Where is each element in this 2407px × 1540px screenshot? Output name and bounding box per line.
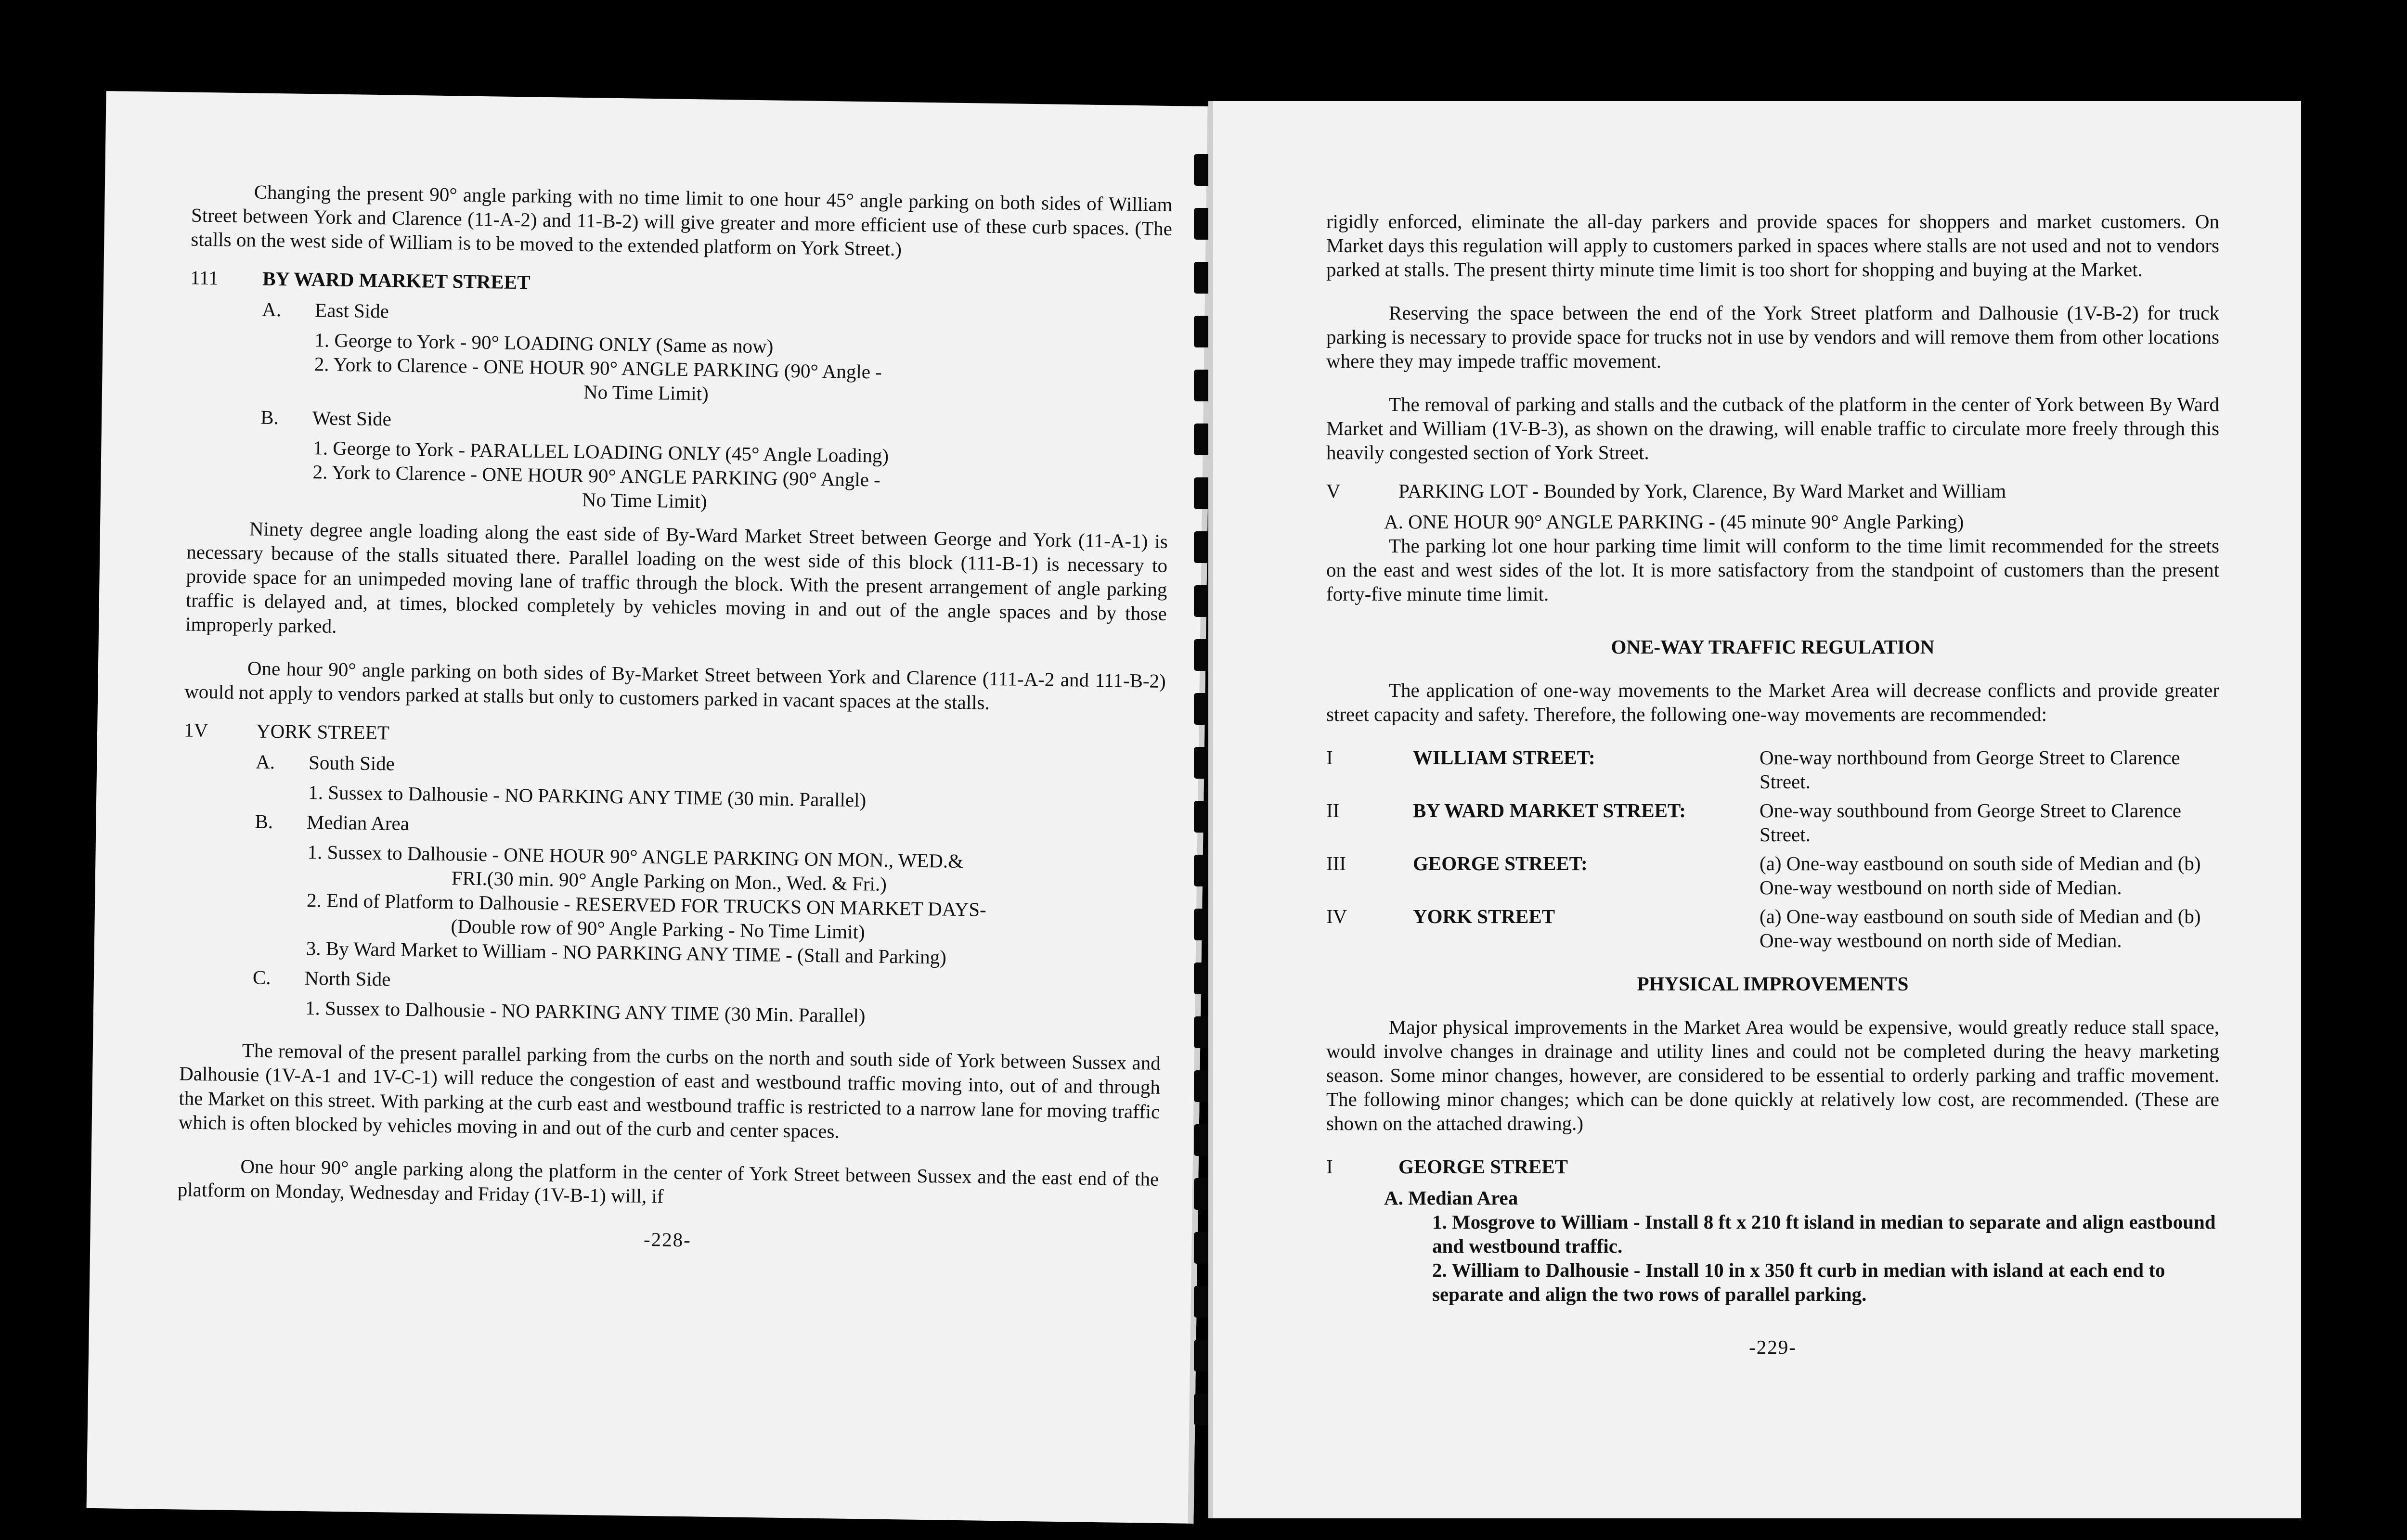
row-number: I: [1326, 746, 1333, 769]
paragraph-removal: The removal of the present parallel parking from the curbs on the north and south side of York between Sussex and Dalhousie (1V-A-1 and 1V-C-1) will reduce the congestion of east and westbound traffic moving into, out of and through the Market on this street. With parking at the curb east and westbound traffic is restricted to a narrow lane for moving traffic which is often blocked by vehicles moving in and out of the curb and center spaces.: [178, 1039, 1161, 1142]
row-number: III: [1326, 852, 1346, 875]
subsection-b: [255, 809, 1164, 846]
subsection-title: Median Area: [306, 811, 410, 835]
row-description: One-way northbound from George Street to Clarence Street.: [1760, 746, 2180, 793]
row-street: BY WARD MARKET STREET:: [1413, 799, 1686, 822]
subsection-letter: A.: [262, 298, 282, 321]
section-number: 111: [190, 266, 219, 289]
paragraph-one-way: The application of one-way movements to the Market Area will decrease conflicts and provide greater street capacity and safety. Therefore, the following one-way movements are recommended:: [1326, 679, 2219, 726]
section-title: YORK STREET: [256, 719, 390, 744]
subsection-title: West Side: [312, 407, 392, 430]
section-111-heading: [190, 266, 1171, 303]
section-title: PARKING LOT - Bounded by York, Clarence, By Ward Market and William: [1398, 480, 2006, 502]
list-item: 1. George to York - 90° LOADING ONLY (Same as now): [314, 329, 774, 358]
row-description: (a) One-way eastbound on south side of Median and (b) One-way westbound on north side of Median.: [1760, 852, 2201, 899]
row-street: YORK STREET: [1413, 905, 1555, 928]
paragraph-reserving: Reserving the space between the end of the York Street platform and Dalhousie (1V-B-2) for truck parking is necessary to provide space for trucks not in use by vendors and will remove them from other locations where they may impede traffic movement.: [1326, 302, 2219, 372]
list-item: 1. George to York - PARALLEL LOADING ONLY (45° Angle Loading): [313, 436, 889, 467]
paragraph-removal: The removal of parking and stalls and the cutback of the platform in the center of York between By Ward Market and William (1V-B-3), as shown on the drawing, will enable traffic to circulate more freely through this heavily congested section of York Street.: [1326, 393, 2219, 464]
subsection-title: South Side: [308, 751, 395, 775]
row-number: IV: [1326, 905, 1347, 928]
right-page: [1208, 101, 2301, 1518]
list-item: 1. Sussex to Dalhousie - NO PARKING ANY TIME (30 Min. Parallel): [305, 997, 866, 1027]
section-number: 1V: [183, 719, 208, 742]
list-item: 3. By Ward Market to William - NO PARKING ANY TIME - (Stall and Parking): [306, 937, 947, 969]
row-number: II: [1326, 799, 1340, 822]
list-item-continuation: No Time Limit): [583, 381, 709, 405]
list-item: 2. York to Clarence - ONE HOUR 90° ANGLE PARKING (90° Angle -: [314, 353, 882, 383]
paragraph-parking-lot: The parking lot one hour parking time limit will conform to the time limit recommended for the streets on the east and west sides of the lot. It is more satisfactory from the standpoint of customers than the present forty-five minute time limit.: [1326, 535, 2219, 605]
subsection-a: [262, 297, 1171, 334]
subsection-letter: B.: [255, 810, 273, 833]
row-description: One-way southbound from George Street to Clarence Street.: [1760, 799, 2181, 846]
list-item-continuation: FRI.(30 min. 90° Angle Parking on Mon., Wed. & Fri.): [451, 867, 887, 896]
heading-physical-improvements: PHYSICAL IMPROVEMENTS: [1637, 973, 1909, 995]
subsection-title: East Side: [314, 299, 389, 322]
left-page: [87, 91, 1214, 1524]
subsection-title: A. Median Area: [1384, 1186, 1518, 1209]
section-title: BY WARD MARKET STREET: [262, 267, 531, 294]
paragraph-intro: Changing the present 90° angle parking with no time limit to one hour 45° angle parking on both sides of William Street between York and Clarence (11-A-2) and 11-B-2) will give greater and more efficient use of these curb spaces. (The stalls on the west side of William is to be moved to the extended platform on York Street.): [191, 180, 1173, 260]
subsection-title: North Side: [304, 967, 391, 990]
section-title: GEORGE STREET: [1398, 1155, 1568, 1178]
paragraph-one-hour: One hour 90° angle parking on both sides of By-Market Street between York and Clarence (111-A-2 and 111-B-2) would not apply to vendors parked at stalls but only to customers parked in vacant spaces at the stalls.: [184, 657, 1166, 714]
section-number: I: [1326, 1155, 1333, 1178]
list-item: 2. York to Clarence - ONE HOUR 90° ANGLE PARKING (90° Angle -: [312, 461, 881, 491]
paragraph-ninety-degree: Ninety degree angle loading along the east side of By-Ward Market Street between George and York (11-A-1) is necessary because of the stalls situated there. Parallel loading on the west side of this block (111-B-1) is necessary to provide space for an unimpeded moving lane of traffic through the block. With the present arrangement of angle parking traffic is delayed and, at times, blocked completely by vehicles moving in and out of the angle spaces and by those improperly parked.: [185, 517, 1168, 638]
subsection-letter: C.: [252, 966, 271, 989]
subsection-c: [253, 965, 1162, 1002]
paragraph-physical: Major physical improvements in the Market Area would be expensive, would greatly reduce stall space, would involve changes in drainage and utility lines and could not be completed during the heavy marketing season. Some minor changes, however, are considered to be essential to orderly parking and traffic movement. The following minor changes; which can be done quickly at relatively low cost, are recommended. (These are shown on the attached drawing.): [1326, 1016, 2219, 1135]
section-1v-heading: [184, 718, 1165, 756]
list-item: 1. Sussex to Dalhousie - ONE HOUR 90° ANGLE PARKING ON MON., WED.&: [307, 841, 964, 873]
section-number: V: [1326, 480, 1341, 502]
list-item: 2. William to Dalhousie - Install 10 in x 350 ft curb in median with island at each end to separate and align the two rows of parallel parking.: [1432, 1258, 2165, 1305]
list-item: 2. End of Platform to Dalhousie - RESERVED FOR TRUCKS ON MARKET DAYS-: [306, 889, 987, 921]
list-item-continuation: (Double row of 90° Angle Parking - No Time Limit): [451, 915, 866, 943]
row-description: (a) One-way eastbound on south side of Median and (b) One-way westbound on north side of Median.: [1760, 905, 2201, 952]
subsection-a: [256, 750, 1165, 786]
one-way-table: [1326, 745, 2219, 952]
section-v-heading: [1326, 479, 2219, 503]
list-item-continuation: No Time Limit): [582, 488, 707, 513]
row-street: GEORGE STREET:: [1413, 852, 1588, 875]
subsection-letter: A.: [255, 750, 275, 773]
row-street: WILLIAM STREET:: [1413, 746, 1595, 769]
list-item: 1. Mosgrove to William - Install 8 ft x 210 ft island in median to separate and align eastbound and westbound traffic.: [1432, 1210, 2216, 1257]
section-george-heading: [1326, 1155, 2219, 1179]
subsection-b: [260, 405, 1170, 442]
paragraph-enforced: rigidly enforced, eliminate the all-day parkers and provide spaces for shoppers and market customers. On Market days this regulation will apply to customers parked in spaces where stalls are not used and not to vendors parked at stalls. The present thirty minute time limit is too short for shopping and buying at the Market.: [1326, 210, 2219, 281]
page-number: -228-: [643, 1228, 692, 1251]
subsection-letter: B.: [260, 406, 279, 429]
paragraph-platform: One hour 90° angle parking along the platform in the center of York Street between Sussex and the east end of the platform on Monday, Wednesday and Friday (1V-B-1) will, if: [177, 1155, 1159, 1207]
heading-one-way: ONE-WAY TRAFFIC REGULATION: [1611, 636, 1935, 658]
list-item: A. ONE HOUR 90° ANGLE PARKING - (45 minute 90° Angle Parking): [1384, 511, 1964, 533]
page-number: -229-: [1749, 1335, 1797, 1358]
list-item: 1. Sussex to Dalhousie - NO PARKING ANY TIME (30 min. Parallel): [308, 781, 867, 811]
